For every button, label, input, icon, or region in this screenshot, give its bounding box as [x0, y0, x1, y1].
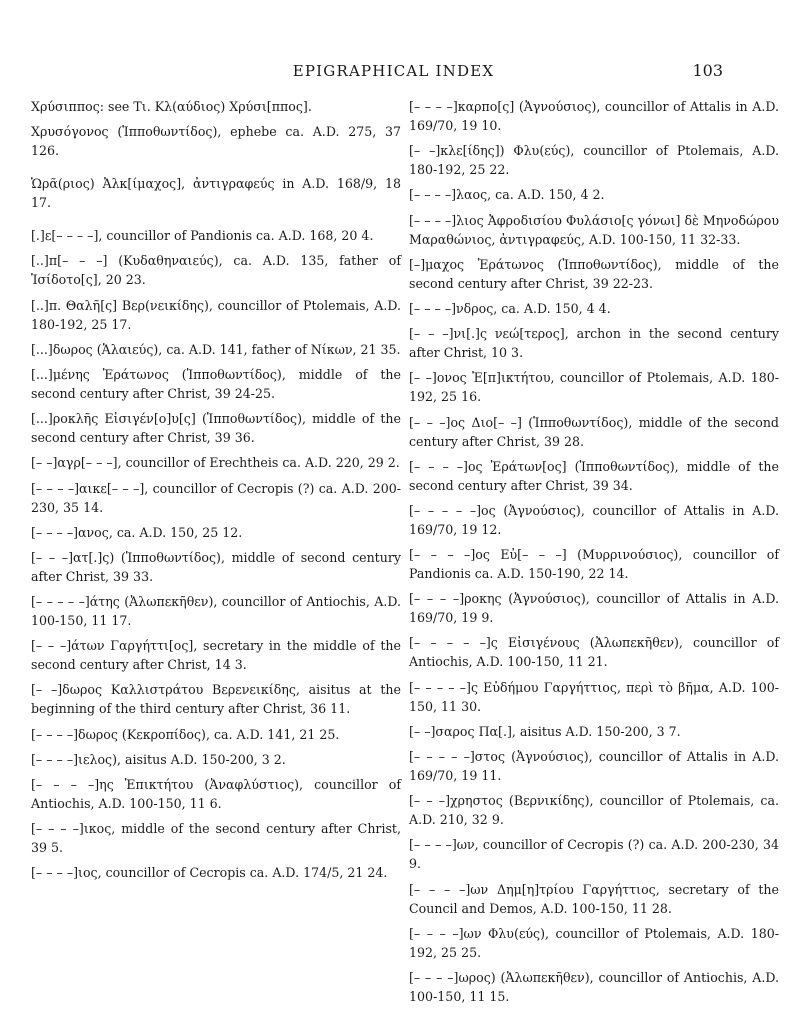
index-entry: [– – – –]νδρος, ca. A.D. 150, 4 4.: [409, 300, 611, 316]
index-entry: [– – –]άτων Γαργήττι[ος], secretary in the middle of the second century after Christ, 14 3.: [31, 638, 401, 673]
index-entry: [– – – –]ανος, ca. A.D. 150, 25 12.: [31, 524, 243, 540]
index-entry: [– – – – –]ος (Ἀγνούσιος), councillor of Attalis in A.D. 169/70, 19 12.: [409, 502, 779, 537]
index-entry: [...]μένης Ἐράτωνος (Ἱπποθωντίδος), middle of the second century after Christ, 39 24-25.: [31, 366, 401, 401]
page-number: 103: [692, 61, 723, 80]
index-entry: [– –]κλε[ίδης]) Φλυ(εύς), councillor of Ptolemais, A.D. 180-192, 25 22.: [409, 143, 779, 178]
index-entry: [– –]ονος Ἐ[π]ικτήτου, councillor of Ptolemais, A.D. 180-192, 25 16.: [409, 370, 779, 405]
index-entry: [– –]δωρος Καλλιστράτου Βερενεικίδης, aisitus at the beginning of the third century after Christ, 36 11.: [31, 682, 401, 717]
index-entry: [– – – – –]ς Εἰσιγένους (Ἀλωπεκῆθεν), councillor of Antiochis, A.D. 100-150, 11 21.: [409, 635, 779, 670]
index-entry: [– – –]νι[.]ς νεώ[τερος], archon in the second century after Christ, 10 3.: [409, 326, 779, 361]
index-entry: [.]ε[– – – –], councillor of Pandionis ca. A.D. 168, 20 4.: [31, 228, 374, 244]
index-entry: [...]δωρος (Ἁλαιεύς), ca. A.D. 141, father of Νίκων, 21 35.: [31, 341, 401, 357]
index-column-right: [409, 97, 779, 1012]
index-entry: [– –]σαρος Πα[.], aisitus A.D. 150-200, 3 7.: [409, 723, 681, 739]
index-entry: [– –]αγρ[– – –], councillor of Erechtheis ca. A.D. 220, 29 2.: [31, 455, 400, 471]
page-header: [0, 58, 787, 86]
index-entry: [– – – –]ικος, middle of the second century after Christ, 39 5.: [31, 821, 401, 856]
index-column-left: [31, 97, 401, 889]
index-entry: [– – –]ατ[.]ς) (Ἱπποθωντίδος), middle of second century after Christ, 39 33.: [31, 549, 401, 584]
index-entry: [– – –]χρηστος (Βερνικίδης), councillor of Ptolemais, ca. A.D. 210, 32 9.: [409, 793, 779, 828]
index-entry: [– – – –]ος Εὐ[– – –] (Μυρρινούσιος), councillor of Pandionis ca. A.D. 150-190, 22 14.: [409, 547, 779, 582]
index-entry: [– – – – –]ς Εὐδήμου Γαργήττιος, περὶ τὸ βῆμα, A.D. 100-150, 11 30.: [409, 679, 779, 714]
index-entry: [..]π[– – –] (Κυδαθηναιεύς), ca. A.D. 135, father of Ἰσίδοτο[ς], 20 23.: [31, 253, 401, 288]
index-entry: Χρύσιππος: see Τι. Κλ(αύδιος) Χρύσι[ππος].: [31, 99, 312, 114]
index-entry: [– – – – –]στος (Ἀγνούσιος), councillor of Attalis in A.D. 169/70, 19 11.: [409, 749, 779, 783]
index-entry: [– – –]ος Διο[– –] (Ἱπποθωντίδος), middle of the second century after Christ, 39 28.: [409, 414, 779, 449]
index-entry: [...]ροκλῆς Εἰσιγέν[ο]υ[ς] (Ἱπποθωντίδος), middle of the second century after Christ, 39 36.: [31, 411, 401, 446]
index-entry: [– – – –]ων, councillor of Cecropis (?) ca. A.D. 200-230, 34 9.: [409, 837, 779, 872]
index-entry: [– – – – –]άτης (Ἀλωπεκῆθεν), councillor of Antiochis, A.D. 100-150, 11 17.: [31, 594, 401, 629]
index-entry: [– – – –]δωρος (Κεκροπίδος), ca. A.D. 141, 21 25.: [31, 726, 340, 742]
index-entry: Ὡρᾶ(ριος) Ἀλκ[ίμαχος], ἀντιγραφεύς in A.D. 168/9, 18 17.: [31, 176, 401, 211]
index-entry: [– – – –]ωρος) (Ἀλωπεκῆθεν), councillor of Antiochis, A.D. 100-150, 11 15.: [409, 969, 779, 1004]
index-entry: [..]π. Θαλῆ[ς] Βερ(νεικίδης), councillor of Ptolemais, A.D. 180-192, 25 17.: [31, 297, 401, 332]
index-entry: [– – – –]καρπο[ς] (Ἀγνούσιος), councillor of Attalis in A.D. 169/70, 19 10.: [409, 99, 779, 133]
index-entry: [– – – –]λιος Ἀφροδισίου Φυλάσιο[ς γόνωι] δὲ Μηνοδώρου Μαραθώνιος, ἀντιγραφεύς, A.D. 100-150, 11 32-33.: [409, 212, 779, 247]
index-entry: [– – – –]ος Ἐράτων[ος] (Ἱπποθωντίδος), middle of the second century after Christ, 39 34.: [409, 458, 779, 493]
running-title: EPIGRAPHICAL INDEX: [292, 62, 495, 80]
index-entry: [– – – –]αικε[– – –], councillor of Cecropis (?) ca. A.D. 200-230, 35 14.: [31, 480, 401, 515]
index-entry: [–]μαχος Ἐράτωνος (Ἱπποθωντίδος), middle of the second century after Christ, 39 22-23.: [409, 256, 779, 291]
index-entry: [– – – –]ης Ἐπικτήτου (Ἀναφλύστιος), councillor of Antiochis, A.D. 100-150, 11 6.: [31, 777, 401, 811]
index-entry: [– – – –]ων Φλυ(εύς), councillor of Ptolemais, A.D. 180-192, 25 25.: [409, 925, 779, 960]
index-entry: [– – – –]ροκης (Ἀγνούσιος), councillor of Attalis in A.D. 169/70, 19 9.: [409, 591, 779, 626]
index-entry: [– – – –]λαος, ca. A.D. 150, 4 2.: [409, 187, 605, 203]
index-entry: [– – – –]ων Δημ[η]τρίου Γαργήττιος, secretary of the Council and Demos, A.D. 100-150, 11 28.: [409, 881, 779, 916]
index-entry: Χρυσόγονος (Ἱπποθωντίδος), ephebe ca. A.D. 275, 37 126.: [31, 124, 401, 159]
index-entry: [– – – –]ιελος), aisitus A.D. 150-200, 3 2.: [31, 751, 286, 767]
index-entry: [– – – –]ιος, councillor of Cecropis ca. A.D. 174/5, 21 24.: [31, 865, 388, 881]
